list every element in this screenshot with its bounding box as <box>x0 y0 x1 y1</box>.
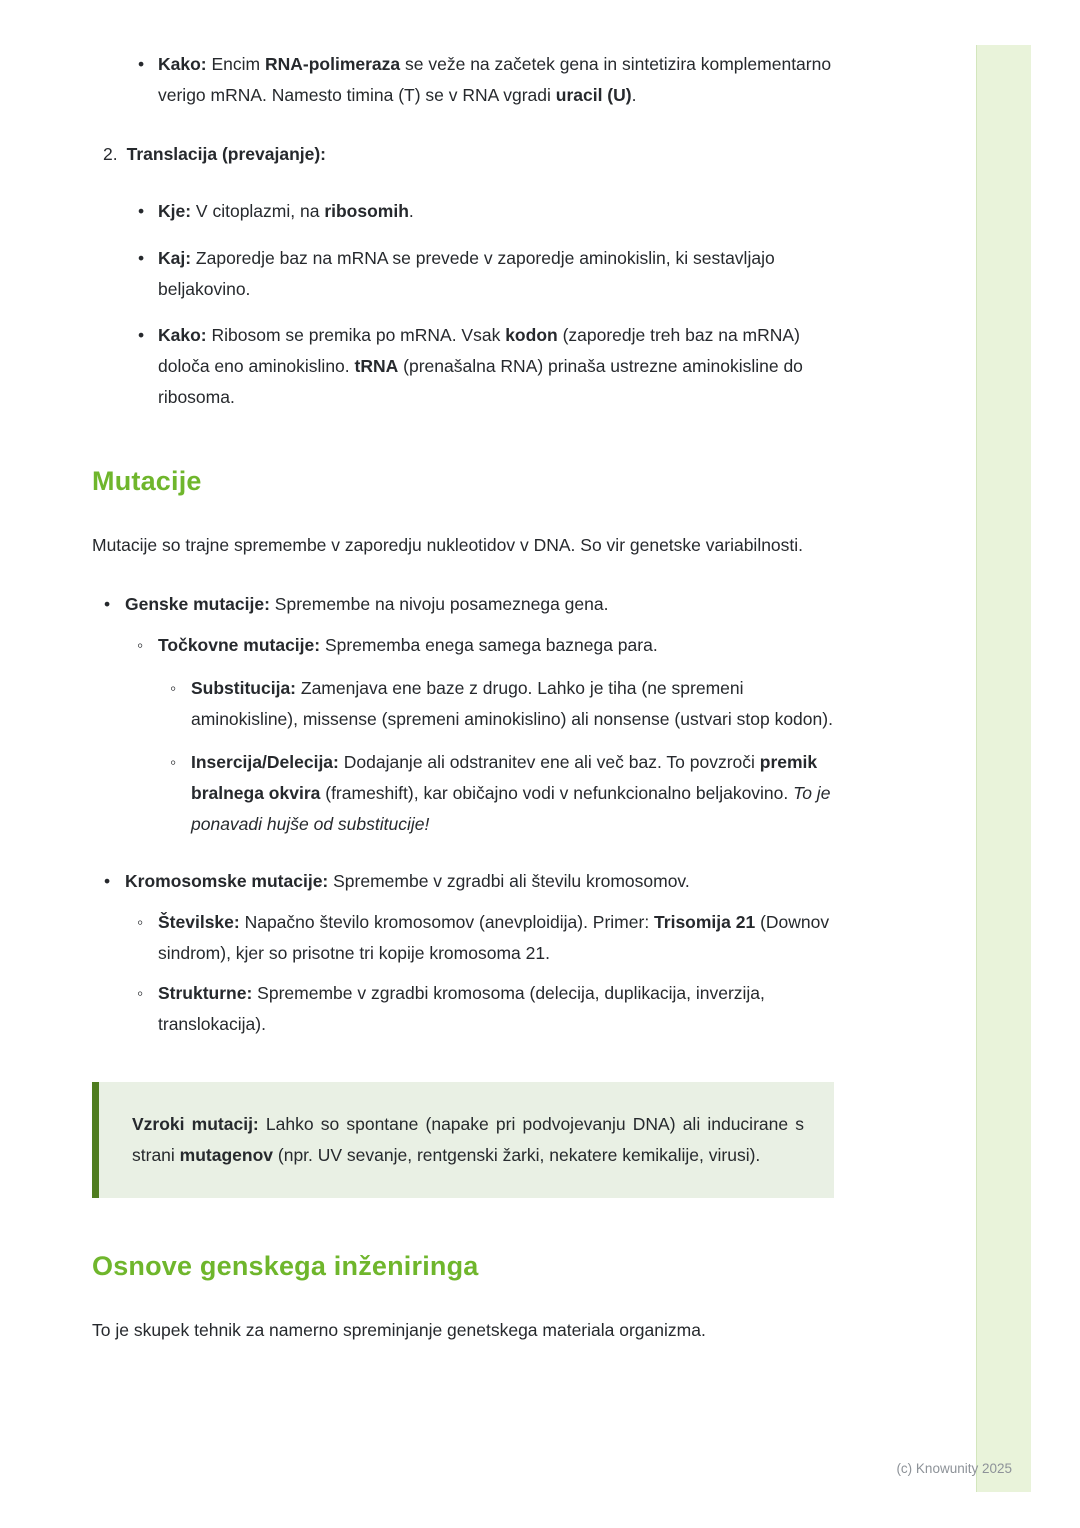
item-number: 2. <box>103 144 118 165</box>
kromosomske-sublist <box>137 907 834 1041</box>
mutations-list <box>104 589 834 1040</box>
list-item-genske-text: Genske mutacije: Spremembe na nivoju posameznega gena. <box>125 594 609 615</box>
list-item-kako-translacija: • Kako: Ribosom se premika po mRNA. Vsak kodon (zaporedje treh baz na mRNA) določa eno aminokislino. tRNA (prenašalna RNA) prinaša ustrezne aminokisline do ribosoma. <box>136 320 834 413</box>
paragraph-mutacije-intro: Mutacije so trajne spremembe v zaporedju nukleotidov v DNA. So vir genetske variabilnosti. <box>92 535 804 556</box>
section-heading-mutacije: Mutacije <box>92 466 202 497</box>
list-item-genske <box>104 589 834 840</box>
list-item-insercija-delecija: ◦ Insercija/Delecija: Dodajanje ali odstranitev ene ali več baz. To povzroči premik bralnega okvira (frameshift), kar običajno vodi v nefunkcionalno beljakovino. To je ponavadi hujše od substitucije! <box>170 747 834 840</box>
list-item-tockovne-text: Točkovne mutacije: Sprememba enega samega baznega para. <box>158 634 658 655</box>
list-item-kromosomske <box>104 866 834 1040</box>
item-title: Translacija (prevajanje): <box>126 144 327 165</box>
transkripcija-detail-list <box>136 49 834 111</box>
list-item-kako-transkripcija: • Kako: Encim RNA-polimeraza se veže na začetek gena in sintetizira komplementarno verigo mRNA. Namesto timina (T) se v RNA vgradi uracil (U). <box>136 49 834 111</box>
section-heading-inzeniring: Osnove genskega inženiringa <box>92 1251 479 1282</box>
footer-copyright: (c) Knowunity 2025 <box>896 1461 1012 1476</box>
list-item-kromosomske-text: Kromosomske mutacije: Spremembe v zgradbi ali številu kromosomov. <box>125 871 690 892</box>
page-side-band <box>976 45 1031 1492</box>
list-item-substitucija: ◦ Substitucija: Zamenjava ene baze z drugo. Lahko je tiha (ne spremeni aminokisline), missense (spremeni aminokislino) ali nonsense (ustvari stop kodon). <box>170 673 834 735</box>
numbered-item-translacija <box>103 139 834 170</box>
genske-sublist <box>137 630 834 841</box>
list-item-kaj: • Kaj: Zaporedje baz na mRNA se prevede v zaporedje aminokislin, ki sestavljajo beljakovino. <box>136 243 834 305</box>
callout-vzroki-mutacij <box>92 1082 834 1198</box>
list-item-tockovne <box>137 630 834 841</box>
paragraph-inzeniring-intro: To je skupek tehnik za namerno spreminjanje genetskega materiala organizma. <box>92 1320 706 1341</box>
document-content <box>92 0 834 1347</box>
list-item-stevilske: ◦ Številske: Napačno število kromosomov (anevploidija). Primer: Trisomija 21 (Downov sindrom), kjer so prisotne tri kopije kromosoma 21. <box>137 907 834 969</box>
translacija-detail-list <box>136 196 834 413</box>
callout-text: Vzroki mutacij: Lahko so spontane (napake pri podvojevanju DNA) ali inducirane s strani mutagenov (npr. UV sevanje, rentgenski žarki, nekatere kemikalije, virusi). <box>132 1114 804 1166</box>
list-item-kje: • Kje: V citoplazmi, na ribosomih. <box>136 196 834 227</box>
list-item-strukturne: ◦ Strukturne: Spremembe v zgradbi kromosoma (delecija, duplikacija, inverzija, translokacija). <box>137 978 834 1040</box>
tockovne-sublist <box>170 673 834 841</box>
